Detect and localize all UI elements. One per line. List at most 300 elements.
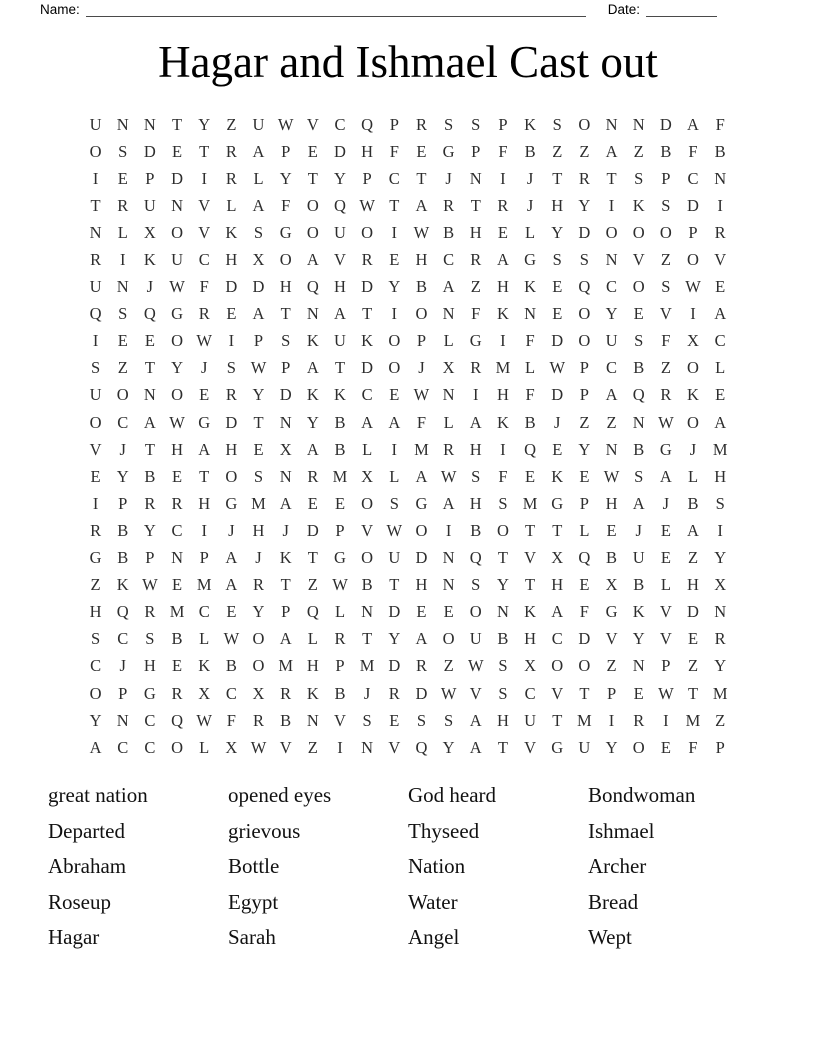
grid-cell: A <box>143 412 156 432</box>
grid-cell: K <box>225 222 238 242</box>
grid-cell: W <box>440 466 457 486</box>
grid-cell: D <box>225 277 238 297</box>
grid-cell: A <box>469 710 482 730</box>
word-list-item: Departed <box>48 818 125 843</box>
grid-cell: X <box>442 358 455 378</box>
grid-cell: U <box>632 548 645 568</box>
grid-cell: A <box>415 629 428 649</box>
grid-cell: P <box>335 656 345 676</box>
grid-cell: N <box>632 656 645 676</box>
grid-cell: H <box>469 493 482 513</box>
grid-cell: G <box>334 548 346 568</box>
grid-cell: C <box>551 629 563 649</box>
grid-cell: E <box>552 439 563 459</box>
grid-cell: Z <box>579 412 590 432</box>
grid-row <box>82 734 734 761</box>
grid-cell: T <box>172 114 183 134</box>
grid-cell: T <box>144 358 155 378</box>
grid-cell: Y <box>551 222 564 242</box>
grid-cell: B <box>687 493 699 513</box>
grid-cell: O <box>361 493 374 513</box>
grid-cell: Z <box>687 548 699 568</box>
grid-cell: O <box>89 683 102 703</box>
grid-cell: D <box>687 195 699 215</box>
grid-cell: L <box>525 222 536 242</box>
grid-cell: N <box>361 737 374 757</box>
grid-cell: K <box>306 331 319 351</box>
grid-cell: L <box>117 222 128 242</box>
grid-cell: P <box>416 331 427 351</box>
grid-cell: V <box>524 737 537 757</box>
grid-cell: S <box>634 168 644 188</box>
grid-row <box>82 572 734 599</box>
grid-cell: B <box>443 222 455 242</box>
grid-cell: J <box>689 439 697 459</box>
grid-cell: R <box>225 385 237 405</box>
grid-cell: T <box>497 548 508 568</box>
grid-cell: F <box>498 141 508 161</box>
grid-cell: C <box>198 602 210 622</box>
grid-cell: K <box>524 602 537 622</box>
grid-cell: R <box>144 493 156 513</box>
grid-cell: O <box>578 331 591 351</box>
grid-cell: N <box>632 114 645 134</box>
grid-cell: T <box>389 195 400 215</box>
grid-cell: L <box>362 439 373 459</box>
grid-cell: A <box>714 304 727 324</box>
grid-cell: E <box>579 575 590 595</box>
grid-cell: N <box>496 602 509 622</box>
grid-cell: R <box>334 629 346 649</box>
grid-cell: W <box>359 195 375 215</box>
grid-cell: B <box>497 629 509 649</box>
grid-cell: O <box>89 141 102 161</box>
word-list-column <box>48 778 228 956</box>
grid-cell: O <box>687 358 699 378</box>
grid-cell: H <box>524 629 537 649</box>
grid-cell: T <box>334 358 346 378</box>
grid-cell: F <box>525 385 535 405</box>
grid-cell: C <box>117 629 129 649</box>
grid-cell: E <box>416 141 427 161</box>
grid-row <box>82 599 734 626</box>
grid-cell: A <box>198 439 211 459</box>
grid-cell: C <box>687 168 699 188</box>
grid-cell: H <box>469 439 482 459</box>
grid-cell: A <box>687 520 699 540</box>
grid-cell: O <box>306 195 319 215</box>
grid-cell: G <box>551 737 564 757</box>
grid-cell: A <box>225 548 238 568</box>
grid-cell: N <box>442 575 455 595</box>
grid-cell: V <box>334 250 346 270</box>
grid-cell: C <box>388 168 400 188</box>
grid-cell: G <box>143 683 156 703</box>
grid-cell: N <box>605 114 618 134</box>
grid-cell: T <box>199 466 210 486</box>
grid-cell: E <box>172 141 183 161</box>
grid-cell: S <box>498 656 508 676</box>
grid-row <box>82 219 734 246</box>
grid-cell: A <box>252 195 265 215</box>
grid-cell: L <box>226 195 237 215</box>
grid-cell: H <box>334 277 346 297</box>
grid-cell: D <box>361 358 374 378</box>
grid-cell: T <box>199 141 210 161</box>
grid-cell: P <box>389 114 399 134</box>
grid-cell: Y <box>116 466 129 486</box>
grid-cell: F <box>688 141 698 161</box>
grid-cell: R <box>714 629 726 649</box>
grid-cell: A <box>252 141 265 161</box>
grid-cell: Q <box>632 385 645 405</box>
grid-cell: G <box>442 141 455 161</box>
grid-cell: O <box>632 737 645 757</box>
grid-cell: S <box>118 304 128 324</box>
grid-cell: S <box>498 683 508 703</box>
grid-cell: J <box>228 520 235 540</box>
grid-cell: X <box>551 548 564 568</box>
grid-cell: X <box>524 656 537 676</box>
grid-cell: Q <box>143 304 156 324</box>
grid-cell: E <box>226 304 237 324</box>
grid-cell: C <box>714 331 726 351</box>
grid-cell: F <box>199 277 209 297</box>
grid-cell: P <box>118 683 128 703</box>
grid-row <box>82 653 734 680</box>
grid-cell: Y <box>442 737 455 757</box>
header-row <box>40 1 778 17</box>
grid-cell: I <box>201 168 207 188</box>
word-list-item: Abraham <box>48 854 127 879</box>
grid-cell: I <box>500 439 506 459</box>
grid-cell: O <box>89 412 102 432</box>
grid-cell: O <box>361 222 374 242</box>
grid-cell: N <box>116 114 129 134</box>
grid-cell: S <box>389 493 399 513</box>
grid-cell: I <box>663 710 669 730</box>
grid-cell: R <box>470 250 482 270</box>
grid-cell: X <box>252 683 265 703</box>
grid-cell: N <box>632 412 645 432</box>
grid-cell: Q <box>578 277 591 297</box>
word-list-item: Wept <box>588 925 632 950</box>
grid-cell: G <box>605 602 618 622</box>
word-list-column <box>408 778 588 956</box>
grid-cell: L <box>525 358 536 378</box>
grid-row <box>82 246 734 273</box>
grid-cell: D <box>361 277 374 297</box>
grid-cell: C <box>524 683 536 703</box>
word-list-item: Hagar <box>48 925 100 950</box>
grid-cell: M <box>169 602 185 622</box>
grid-cell: V <box>659 304 672 324</box>
grid-cell: D <box>551 331 564 351</box>
grid-cell: N <box>442 304 455 324</box>
grid-cell: I <box>228 331 235 351</box>
word-list-item: great nation <box>48 783 148 807</box>
grid-cell: M <box>196 575 212 595</box>
grid-cell: B <box>334 412 346 432</box>
grid-cell: V <box>469 683 482 703</box>
grid-cell: S <box>471 466 481 486</box>
grid-cell: G <box>551 493 564 513</box>
grid-cell: B <box>633 575 645 595</box>
grid-cell: N <box>361 602 374 622</box>
grid-cell: F <box>525 331 535 351</box>
grid-cell: O <box>578 114 591 134</box>
grid-cell: Y <box>714 548 727 568</box>
grid-cell: X <box>687 331 699 351</box>
word-list-column <box>228 778 408 956</box>
grid-cell: A <box>714 412 727 432</box>
grid-cell: B <box>225 656 237 676</box>
grid-cell: J <box>418 358 425 378</box>
grid-cell: E <box>715 385 726 405</box>
grid-cell: O <box>388 331 401 351</box>
grid-cell: W <box>413 222 430 242</box>
grid-cell: U <box>89 277 102 297</box>
grid-cell: V <box>198 195 211 215</box>
grid-row <box>82 355 734 382</box>
grid-cell: D <box>578 222 591 242</box>
grid-cell: S <box>444 710 454 730</box>
page-title: Hagar and Ishmael Cast out <box>158 37 658 87</box>
grid-cell: H <box>496 385 509 405</box>
grid-cell: L <box>443 331 454 351</box>
grid-cell: K <box>116 575 129 595</box>
grid-row <box>82 111 734 138</box>
grid-cell: O <box>415 520 428 540</box>
grid-cell: J <box>146 277 154 297</box>
grid-cell: Y <box>496 575 509 595</box>
grid-cell: C <box>443 250 455 270</box>
grid-cell: B <box>334 683 346 703</box>
grid-cell: G <box>225 493 238 513</box>
grid-cell: E <box>633 304 644 324</box>
grid-cell: T <box>552 710 563 730</box>
grid-cell: R <box>578 168 590 188</box>
date-label: Date: <box>607 2 641 17</box>
grid-cell: T <box>497 737 508 757</box>
grid-cell: E <box>633 683 644 703</box>
grid-cell: D <box>578 629 591 649</box>
grid-cell: D <box>687 602 699 622</box>
grid-cell: Y <box>306 412 319 432</box>
grid-cell: R <box>198 304 210 324</box>
grid-cell: A <box>605 141 618 161</box>
grid-cell: O <box>171 385 183 405</box>
grid-cell: M <box>332 466 348 486</box>
grid-cell: K <box>143 250 156 270</box>
grid-cell: L <box>660 575 671 595</box>
grid-cell: E <box>117 331 128 351</box>
grid-row <box>82 301 734 328</box>
grid-cell: S <box>416 710 427 730</box>
grid-cell: T <box>362 304 373 324</box>
grid-cell: N <box>306 710 319 730</box>
word-list-column <box>588 778 768 956</box>
grid-cell: J <box>200 358 208 378</box>
grid-cell: Z <box>606 656 617 676</box>
grid-cell: P <box>145 548 155 568</box>
grid-cell: B <box>280 710 292 730</box>
grid-row <box>82 680 734 707</box>
grid-cell: Z <box>552 141 563 161</box>
grid-cell: K <box>306 385 319 405</box>
grid-cell: X <box>279 439 292 459</box>
grid-cell: X <box>361 466 374 486</box>
grid-cell: B <box>334 439 346 459</box>
grid-cell: C <box>144 737 156 757</box>
grid-cell: G <box>279 222 292 242</box>
grid-cell: C <box>198 250 210 270</box>
grid-cell: D <box>306 520 319 540</box>
grid-cell: E <box>416 602 427 622</box>
grid-cell: K <box>551 466 564 486</box>
grid-cell: F <box>416 412 427 432</box>
grid-cell: A <box>279 493 292 513</box>
grid-cell: Z <box>660 250 671 270</box>
grid-cell: S <box>253 466 264 486</box>
grid-cell: R <box>497 195 509 215</box>
grid-cell: D <box>143 141 156 161</box>
grid-cell: Q <box>334 195 346 215</box>
grid-cell: R <box>361 250 373 270</box>
grid-cell: Z <box>443 656 454 676</box>
grid-cell: Q <box>306 277 319 297</box>
grid-cell: H <box>198 493 211 513</box>
grid-cell: O <box>469 602 482 622</box>
word-list-item: grievous <box>228 818 301 843</box>
grid-cell: S <box>715 493 725 513</box>
grid-cell: X <box>252 250 265 270</box>
grid-cell: F <box>661 331 671 351</box>
grid-cell: S <box>145 629 155 649</box>
grid-cell: W <box>223 629 240 649</box>
grid-cell: F <box>226 710 236 730</box>
grid-cell: A <box>605 385 618 405</box>
word-list-item: Angel <box>408 925 460 950</box>
grid-cell: O <box>659 222 672 242</box>
grid-cell: N <box>605 439 618 459</box>
grid-cell: B <box>633 439 645 459</box>
grid-cell: K <box>198 656 211 676</box>
grid-cell: O <box>687 250 699 270</box>
grid-cell: U <box>89 114 102 134</box>
grid-cell: H <box>714 466 727 486</box>
grid-cell: W <box>549 358 566 378</box>
grid-cell: F <box>579 602 589 622</box>
grid-row <box>82 274 734 301</box>
grid-cell: A <box>415 195 428 215</box>
grid-cell: B <box>117 520 129 540</box>
grid-cell: U <box>252 114 265 134</box>
grid-cell: Z <box>117 358 128 378</box>
grid-cell: A <box>89 737 102 757</box>
grid-cell: S <box>498 493 508 513</box>
grid-cell: N <box>143 385 156 405</box>
grid-cell: H <box>225 439 238 459</box>
grid-cell: C <box>361 385 373 405</box>
grid-cell: I <box>500 168 506 188</box>
grid-cell: E <box>715 277 726 297</box>
name-label: Name: <box>40 2 80 17</box>
grid-cell: Z <box>715 710 726 730</box>
grid-cell: P <box>661 168 671 188</box>
grid-cell: D <box>551 385 564 405</box>
grid-cell: H <box>415 575 428 595</box>
grid-row <box>82 707 734 734</box>
grid-cell: C <box>171 520 183 540</box>
grid-cell: I <box>391 439 398 459</box>
grid-cell: T <box>90 195 101 215</box>
grid-cell: E <box>443 602 454 622</box>
grid-cell: H <box>279 277 292 297</box>
grid-cell: M <box>359 656 375 676</box>
word-list-item: Roseup <box>48 889 111 914</box>
grid-cell: Z <box>226 114 237 134</box>
grid-cell: M <box>495 358 511 378</box>
word-list-item: Water <box>408 889 458 914</box>
grid-cell: W <box>196 710 212 730</box>
grid-cell: E <box>660 737 671 757</box>
grid-cell: T <box>362 629 373 649</box>
grid-cell: Q <box>415 737 428 757</box>
grid-cell: T <box>253 412 264 432</box>
grid-cell: I <box>717 195 723 215</box>
word-list-item: Ishmael <box>588 818 655 843</box>
grid-cell: R <box>253 710 265 730</box>
grid-cell: N <box>605 250 618 270</box>
grid-cell: U <box>469 629 482 649</box>
grid-cell: W <box>250 737 267 757</box>
grid-cell: E <box>307 493 318 513</box>
grid-cell: C <box>144 710 156 730</box>
grid-cell: U <box>524 710 537 730</box>
grid-cell: Z <box>606 412 617 432</box>
grid-cell: U <box>143 195 156 215</box>
grid-cell: J <box>526 168 534 188</box>
grid-cell: W <box>413 385 430 405</box>
grid-cell: P <box>118 493 128 513</box>
grid-cell: D <box>225 412 238 432</box>
grid-cell: E <box>606 520 617 540</box>
grid-cell: E <box>389 710 400 730</box>
grid-cell: B <box>524 412 536 432</box>
grid-cell: I <box>201 520 207 540</box>
grid-row <box>82 409 734 436</box>
grid-cell: R <box>633 710 645 730</box>
grid-cell: T <box>552 168 563 188</box>
grid-cell: P <box>471 141 481 161</box>
grid-cell: Y <box>171 358 183 378</box>
grid-cell: C <box>606 358 618 378</box>
grid-cell: O <box>171 222 183 242</box>
grid-cell: K <box>306 683 319 703</box>
grid-cell: M <box>685 710 701 730</box>
grid-cell: L <box>199 737 210 757</box>
grid-cell: A <box>496 250 509 270</box>
grid-cell: V <box>279 737 292 757</box>
grid-cell: Z <box>660 358 671 378</box>
grid-cell: Z <box>90 575 101 595</box>
grid-row <box>82 463 734 490</box>
grid-cell: E <box>253 439 264 459</box>
word-list-item: Egypt <box>228 889 279 914</box>
grid-cell: F <box>281 195 291 215</box>
grid-cell: O <box>279 250 292 270</box>
